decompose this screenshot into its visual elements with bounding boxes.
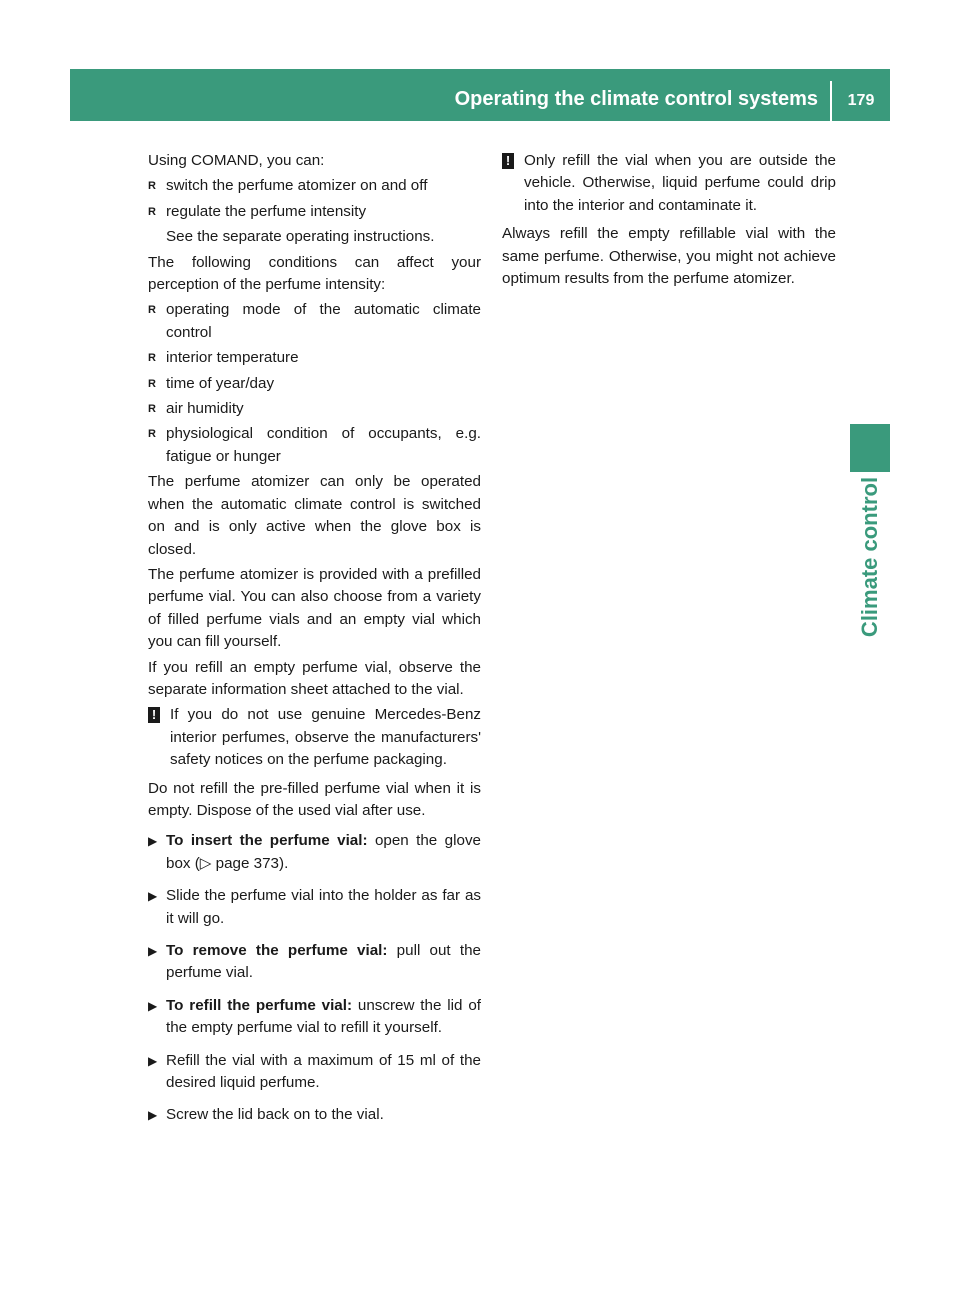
warning-icon: ! — [148, 707, 160, 723]
step-arrow-icon: ▶ — [148, 834, 158, 849]
paragraph: The perfume atomizer can only be operated when the automatic climate control is switched on and is only active when the glove box is closed. — [148, 473, 481, 558]
step-item: ▶ Refill the vial with a maximum of 15 ml of the desired liquid perfume. — [148, 1050, 481, 1095]
header-bar — [70, 69, 890, 121]
bullet-icon: R — [148, 377, 156, 390]
page-number: 179 — [847, 92, 875, 109]
warning-icon: ! — [502, 153, 514, 169]
list-item: R operating mode of the automatic climate control — [148, 299, 481, 344]
step-arrow-icon: ▶ — [148, 998, 158, 1013]
bullet-icon: R — [148, 304, 156, 317]
paragraph: Always refill the empty refillable vial with the same perfume. Otherwise, you might not achieve optimum results from the perfume atomizer. — [502, 225, 836, 288]
bullet-icon: R — [148, 428, 156, 441]
list-item: R time of year/day — [148, 373, 481, 395]
bullet-icon: R — [148, 180, 156, 193]
list-item: R switch the perfume atomizer on and off — [148, 175, 481, 197]
bullet-icon: R — [148, 205, 156, 218]
list-item: R regulate the perfume intensity — [148, 201, 481, 223]
section-tab — [850, 424, 890, 472]
list-item: R interior temperature — [148, 347, 481, 369]
list-item: R air humidity — [148, 398, 481, 420]
step-item: ▶ Screw the lid back on to the vial. — [148, 1104, 481, 1126]
warning-note: ! If you do not use genuine Mercedes-Benz interior perfumes, observe the manufacturers' safety notices on the perfume packaging. — [148, 704, 481, 771]
intro-text: Using COMAND, you can: — [148, 152, 325, 169]
paragraph: The perfume atomizer is provided with a prefilled perfume vial. You can also choose from a variety of filled perfume vials and an empty vial which you can fill yourself. — [148, 565, 481, 651]
bullet-icon: R — [148, 352, 156, 365]
conditions-intro: The following conditions can affect your perception of the perfume intensity: — [148, 253, 481, 294]
step-arrow-icon: ▶ — [148, 944, 158, 958]
step-arrow-icon: ▶ — [148, 889, 158, 904]
list-item: R physiological condition of occupants, e.g. fatigue or hunger — [148, 423, 481, 468]
step-item: ▶ To remove the perfume vial: pull out the perfume vial. — [148, 940, 481, 985]
step-arrow-icon: ▶ — [148, 1053, 158, 1068]
left-column — [148, 150, 481, 1137]
bullet-icon: R — [148, 403, 156, 416]
page-title: Operating the climate control systems — [454, 88, 818, 110]
step-item: ▶ To refill the perfume vial: unscrew the lid of the empty perfume vial to refill it yourself. — [148, 995, 481, 1040]
paragraph: If you refill an empty perfume vial, observe the separate information sheet attached to the vial. — [148, 658, 481, 698]
right-column — [502, 150, 836, 293]
see-instructions-text: See the separate operating instructions. — [166, 228, 435, 246]
warning-note: ! Only refill the vial when you are outside the vehicle. Otherwise, liquid perfume could drip into the interior and contaminate it. — [502, 150, 836, 217]
step-arrow-icon: ▶ — [148, 1108, 158, 1123]
paragraph: Do not refill the pre-filled perfume vial when it is empty. Dispose of the used vial after use. — [148, 779, 481, 819]
step-item: ▶ To insert the perfume vial: open the glove box (▷ page 373). — [148, 830, 481, 875]
step-item: ▶ Slide the perfume vial into the holder as far as it will go. — [148, 885, 481, 930]
section-label: Climate control — [857, 476, 882, 638]
